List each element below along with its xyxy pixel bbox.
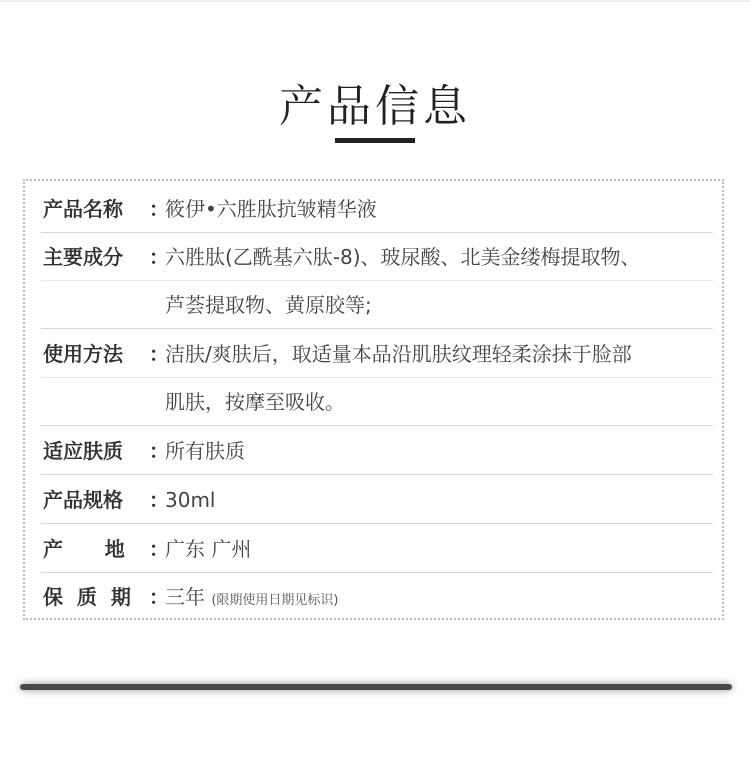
row-label: 产 地: [43, 537, 125, 561]
row-colon: ：: [149, 342, 169, 366]
row-shelf-life: [41, 573, 713, 621]
row-ingredients-cont: [41, 281, 713, 329]
row-colon: ：: [149, 245, 169, 269]
row-origin: [41, 525, 713, 573]
row-label: 保 质 期: [43, 585, 131, 609]
top-divider: [0, 0, 750, 2]
row-value: 六胜肽(乙酰基六肽-8)、玻尿酸、北美金缕梅提取物、: [165, 245, 641, 269]
row-usage-cont: [41, 378, 713, 426]
row-colon: ：: [149, 585, 169, 609]
row-value: 洁肤/爽肤后，取适量本品沿肌肤纹理轻柔涂抹于脸部: [165, 342, 632, 366]
product-info-table: [23, 179, 724, 620]
row-value: 三年: [165, 585, 205, 609]
row-usage: [41, 330, 713, 378]
row-value: 芦荟提取物、黄原胶等;: [165, 293, 372, 317]
row-value: 广东 广州: [165, 537, 252, 561]
shelf-life-note: (限期使用日期见标识): [211, 593, 339, 608]
row-spec: [41, 476, 713, 524]
row-colon: ：: [149, 537, 169, 561]
row-label: 使用方法: [43, 342, 123, 366]
row-ingredients: [41, 233, 713, 281]
row-value: 筱伊•六胜肽抗皱精华液: [165, 197, 377, 221]
row-skin-type: [41, 427, 713, 475]
page-title: 产品信息: [279, 81, 471, 132]
row-value: 肌肤，按摩至吸收。: [165, 390, 345, 414]
row-colon: ：: [149, 439, 169, 463]
row-label: 产品名称: [43, 197, 123, 221]
row-label: 适应肤质: [43, 439, 123, 463]
row-value: 30ml: [165, 488, 216, 512]
row-colon: ：: [149, 488, 169, 512]
row-label: 主要成分: [43, 245, 123, 269]
bottom-shadow-divider: [20, 684, 732, 690]
title-underline: [335, 138, 415, 143]
row-value-wrap: [165, 573, 339, 621]
row-label: 产品规格: [43, 488, 123, 512]
row-value: 所有肤质: [165, 439, 245, 463]
row-colon: ：: [149, 197, 169, 221]
row-product-name: [41, 185, 713, 233]
